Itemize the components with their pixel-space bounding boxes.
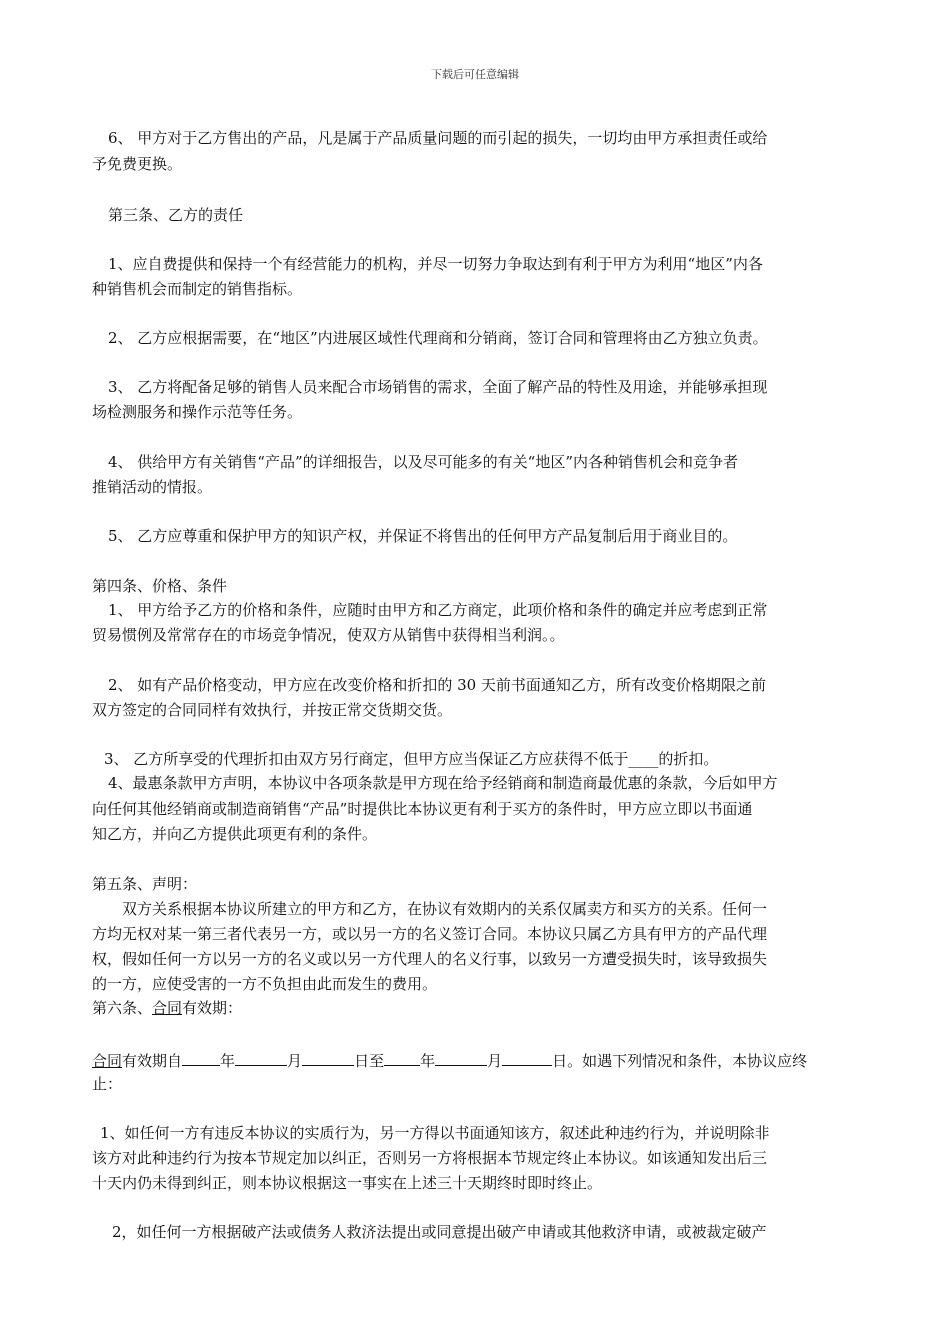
clause-6-1-line-2: 该方对此种违约行为按本节规定加以纠正，否则另一方将根据本节规定终止本协议。如该通知发出后三	[92, 1149, 768, 1167]
start-year-blank[interactable]	[182, 1049, 220, 1066]
clause-3-3-line-1: 3、 乙方将配备足够的销售人员来配合市场销售的需求，全面了解产品的特性及用途，并能够承担现	[108, 378, 768, 396]
clause-3-1-line-2: 种销售机会而制定的销售指标。	[92, 280, 303, 298]
clause-3-1-line-1: 1、应自费提供和保持一个有经营能力的机构，并尽一切努力争取达到有利于甲方为利用“地区”内各	[108, 255, 763, 273]
article-5-line-4: 的一方，应使受害的一方不负担由此而发生的费用。	[92, 975, 438, 993]
clause-4-1-line-1: 1、 甲方给予乙方的价格和条件，应随时由甲方和乙方商定，此项价格和条件的确定并应考虑到正常	[108, 601, 768, 619]
end-day-blank[interactable]	[502, 1049, 552, 1066]
end-month-blank[interactable]	[435, 1049, 487, 1066]
clause-6-1-line-3: 十天内仍未得到纠正，则本协议根据这一事实在上述三十天期终时即时终止。	[92, 1174, 603, 1192]
page-header: 下载后可任意编辑	[431, 68, 519, 81]
day-to-label: 日至	[354, 1052, 385, 1070]
clause-4-1-line-2: 贸易惯例及常常存在的市场竞争情况，使双方从销售中获得相当利润。。	[92, 626, 565, 644]
contract-link[interactable]: 合同	[152, 999, 183, 1017]
validity-period-line	[92, 1049, 872, 1071]
article-5-line-3: 权，假如任何一方以另一方的名义或以另一方代理人的名义行事，以致另一方遭受损失时，该导致损失	[92, 950, 768, 968]
clause-4-4-line-3: 知乙方，并向乙方提供此项更有利的条件。	[92, 825, 378, 843]
clause-4-3-line-1: 3、 乙方所享受的代理折扣由双方另行商定，但甲方应当保证乙方应获得不低于____的折扣。	[104, 750, 719, 768]
clause-4-4-line-1: 4、最惠条款甲方声明，本协议中各项条款是甲方现在给予经销商和制造商最优惠的条款，今后如甲方	[108, 774, 778, 792]
clause-4-2-line-1: 2、 如有产品价格变动，甲方应在改变价格和折扣的 30 天前书面通知乙方，所有改变价格期限之前	[108, 676, 766, 694]
clause-3-5-line-1: 5、 乙方应尊重和保护甲方的知识产权，并保证不将售出的任何甲方产品复制后用于商业目的。	[108, 527, 738, 545]
article-5-heading: 第五条、声明：	[92, 875, 198, 893]
article-6-heading	[92, 998, 872, 1018]
clause-4-4-line-2: 向任何其他经销商或制造商销售“产品”时提供比本协议更有利于买方的条件时，甲方应立即以书面通	[92, 800, 753, 818]
year-label: 年	[420, 1052, 436, 1070]
validity-period-line-2: 止：	[92, 1075, 123, 1093]
article-3-heading: 第三条、乙方的责任	[108, 206, 244, 224]
article-4-heading: 第四条、价格、条件	[92, 577, 228, 595]
clause-4-2-line-2: 双方签定的合同同样有效执行，并按正常交货期交货。	[92, 701, 453, 719]
clause-6-2-line-1: 2，如任何一方根据破产法或债务人救济法提出或同意提出破产申请或其他救济申请，或被裁定破产	[112, 1223, 767, 1241]
validity-from-label: 有效期自	[122, 1052, 183, 1070]
year-label: 年	[220, 1052, 236, 1070]
article-5-line-2: 方均无权对某一第三者代表另一方，或以另一方的名义签订合同。本协议只属乙方具有甲方的产品代理	[92, 925, 768, 943]
start-day-blank[interactable]	[302, 1049, 354, 1066]
end-year-blank[interactable]	[384, 1049, 420, 1066]
clause-3-4-line-1: 4、 供给甲方有关销售“产品”的详细报告，以及尽可能多的有关“地区”内各种销售机会和竞争者	[108, 453, 738, 471]
validity-conditions-text: 日。如遇下列情况和条件，本协议应终	[552, 1052, 808, 1070]
clause-2-6-line-1: 6、 甲方对于乙方售出的产品，凡是属于产品质量问题的而引起的损失，一切均由甲方承担责任或给	[108, 129, 768, 147]
clause-2-6-line-2: 予免费更换。	[92, 155, 183, 173]
clause-3-4-line-2: 推销活动的情报。	[92, 478, 213, 496]
clause-6-1-line-1: 1、如任何一方有违反本协议的实质行为，另一方得以书面通知该方，叙述此种违约行为，并说明除非	[100, 1124, 770, 1142]
month-label: 月	[287, 1052, 303, 1070]
clause-3-3-line-2: 场检测服务和操作示范等任务。	[92, 403, 303, 421]
start-month-blank[interactable]	[235, 1049, 287, 1066]
article-5-line-1: 双方关系根据本协议所建立的甲方和乙方，在协议有效期内的关系仅属卖方和买方的关系。任何一	[122, 900, 768, 918]
clause-3-2-line-1: 2、 乙方应根据需要，在“地区”内进展区域性代理商和分销商，签订合同和管理将由乙方独立负责。	[108, 329, 768, 347]
contract-link[interactable]: 合同	[92, 1052, 123, 1070]
article-6-label: 第六条、	[92, 999, 153, 1017]
validity-label: 有效期：	[182, 999, 243, 1017]
month-label: 月	[487, 1052, 503, 1070]
